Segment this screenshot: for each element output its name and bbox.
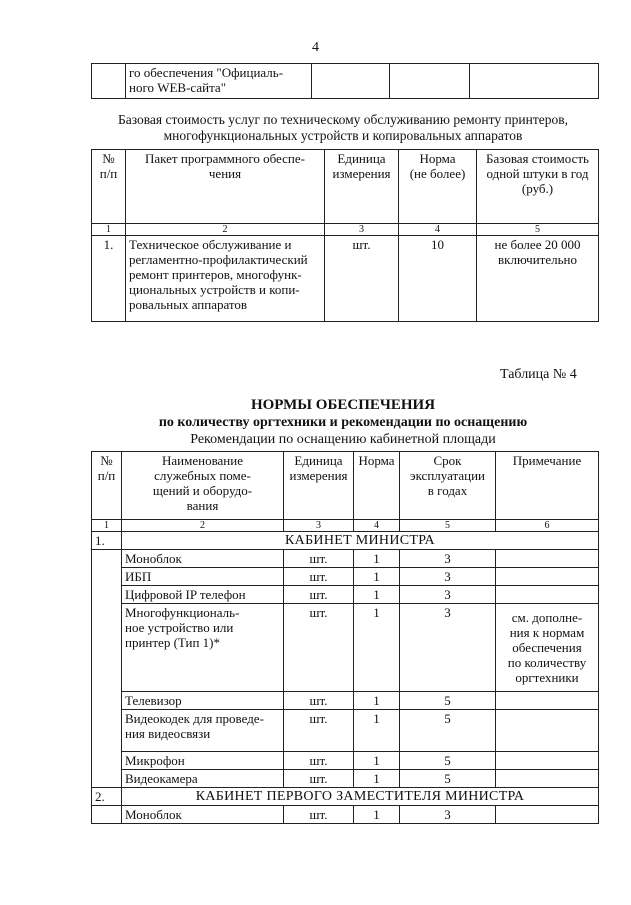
table-row: [92, 586, 599, 604]
service-caption: Базовая стоимость услуг по техническому обслуживанию ремонту принтеров, многофункциональных устройств и копировальных аппаратов: [117, 112, 569, 143]
term-cell: 5: [400, 710, 496, 752]
table-row: [92, 692, 599, 710]
note-cell: [496, 710, 599, 752]
section-number: 2.: [92, 788, 122, 806]
item-name: Видеокамера: [122, 770, 284, 788]
table-row: [92, 752, 599, 770]
norm-cell: 1: [354, 710, 400, 752]
item-name: Моноблок: [122, 550, 284, 568]
unit-cell: шт.: [284, 806, 354, 824]
table-header-row: [92, 452, 599, 520]
header-cell: Единица измерения: [325, 150, 399, 224]
table-row: [92, 550, 599, 568]
term-cell: 5: [400, 770, 496, 788]
header-cell: Единица измерения: [284, 452, 354, 520]
unit-cell: шт.: [284, 568, 354, 586]
unit-cell: шт.: [284, 752, 354, 770]
top-continuation-table: [91, 63, 599, 99]
norm-cell: 1: [354, 550, 400, 568]
note-cell: [496, 752, 599, 770]
column-number: 2: [122, 520, 284, 532]
norm-cell: 1: [354, 806, 400, 824]
note-cell: см. дополне- ния к нормам обеспечения по количеству оргтехники: [496, 604, 599, 692]
column-number: 4: [399, 224, 477, 236]
note-cell: [496, 770, 599, 788]
item-name: Многофункциональ- ное устройство или принтер (Тип 1)*: [122, 604, 284, 692]
term-cell: 3: [400, 586, 496, 604]
header-cell: Пакет программного обеспе- чения: [126, 150, 325, 224]
service-name: Техническое обслуживание и регламентно-профилактический ремонт принтеров, многофунк- циональных устройств и копи- ровальных аппаратов: [126, 236, 325, 322]
unit-cell: шт.: [284, 692, 354, 710]
norm-cell: 1: [354, 770, 400, 788]
item-name: Цифровой IP телефон: [122, 586, 284, 604]
norm-cell: 1: [354, 568, 400, 586]
unit-cell: шт.: [325, 236, 399, 322]
column-number: 1: [92, 224, 126, 236]
section-title: НОРМЫ ОБЕСПЕЧЕНИЯ: [250, 397, 436, 413]
table-row: [92, 604, 599, 692]
table-row: [92, 568, 599, 586]
norm-cell: 10: [399, 236, 477, 322]
table-row: [92, 236, 599, 322]
table-cell: [312, 64, 390, 99]
item-name: Микрофон: [122, 752, 284, 770]
header-cell: Наименование служебных поме- щений и оборудо- вания: [122, 452, 284, 520]
section-subtitle: по количеству оргтехники и рекомендации по оснащению: [158, 415, 528, 430]
column-number: 6: [496, 520, 599, 532]
column-number: 1: [92, 520, 122, 532]
unit-cell: шт.: [284, 710, 354, 752]
section-row: [92, 788, 599, 806]
term-cell: 3: [400, 568, 496, 586]
column-number: 3: [325, 224, 399, 236]
item-name: ИБП: [122, 568, 284, 586]
row-number: 1.: [92, 236, 126, 322]
header-cell: № п/п: [92, 452, 122, 520]
page-number: 4: [312, 40, 319, 55]
table-cell: [92, 64, 126, 99]
term-cell: 3: [400, 806, 496, 824]
note-cell: [496, 568, 599, 586]
cost-cell: не более 20 000 включительно: [477, 236, 599, 322]
column-number-row: [92, 520, 599, 532]
column-number: 5: [400, 520, 496, 532]
item-name: Моноблок: [122, 806, 284, 824]
header-cell: Срок эксплуатации в годах: [400, 452, 496, 520]
term-cell: 3: [400, 550, 496, 568]
unit-cell: шт.: [284, 770, 354, 788]
column-number: 3: [284, 520, 354, 532]
empty-number-cell: [92, 550, 122, 788]
section-heading: КАБИНЕТ ПЕРВОГО ЗАМЕСТИТЕЛЯ МИНИСТРА: [122, 788, 599, 806]
table-cell: [390, 64, 470, 99]
recommendation-heading: Рекомендации по оснащению кабинетной площади: [190, 432, 496, 447]
note-cell: [496, 692, 599, 710]
norm-cell: 1: [354, 692, 400, 710]
norms-table: [91, 451, 599, 824]
table-cell: го обеспечения "Официаль- ного WEB-сайта": [126, 64, 312, 99]
header-cell: Базовая стоимость одной штуки в год (руб.): [477, 150, 599, 224]
note-cell: [496, 550, 599, 568]
unit-cell: шт.: [284, 586, 354, 604]
norm-cell: 1: [354, 752, 400, 770]
item-name: Видеокодек для проведе- ния видеосвязи: [122, 710, 284, 752]
note-cell: [496, 586, 599, 604]
section-number: 1.: [92, 532, 122, 550]
table-header-row: [92, 150, 599, 224]
empty-number-cell: [92, 806, 122, 824]
service-cost-table: [91, 149, 599, 322]
table-label: Таблица № 4: [500, 367, 577, 382]
term-cell: 3: [400, 604, 496, 692]
column-number: 4: [354, 520, 400, 532]
item-name: Телевизор: [122, 692, 284, 710]
header-cell: Примечание: [496, 452, 599, 520]
norm-cell: 1: [354, 586, 400, 604]
header-cell: № п/п: [92, 150, 126, 224]
norm-cell: 1: [354, 604, 400, 692]
note-cell: [496, 806, 599, 824]
column-number-row: [92, 224, 599, 236]
term-cell: 5: [400, 692, 496, 710]
table-cell: [470, 64, 599, 99]
section-heading: КАБИНЕТ МИНИСТРА: [122, 532, 599, 550]
header-cell: Норма (не более): [399, 150, 477, 224]
unit-cell: шт.: [284, 550, 354, 568]
header-cell: Норма: [354, 452, 400, 520]
section-row: [92, 532, 599, 550]
column-number: 2: [126, 224, 325, 236]
table-row: [92, 710, 599, 752]
table-row: [92, 806, 599, 824]
term-cell: 5: [400, 752, 496, 770]
table-row: [92, 770, 599, 788]
unit-cell: шт.: [284, 604, 354, 692]
column-number: 5: [477, 224, 599, 236]
